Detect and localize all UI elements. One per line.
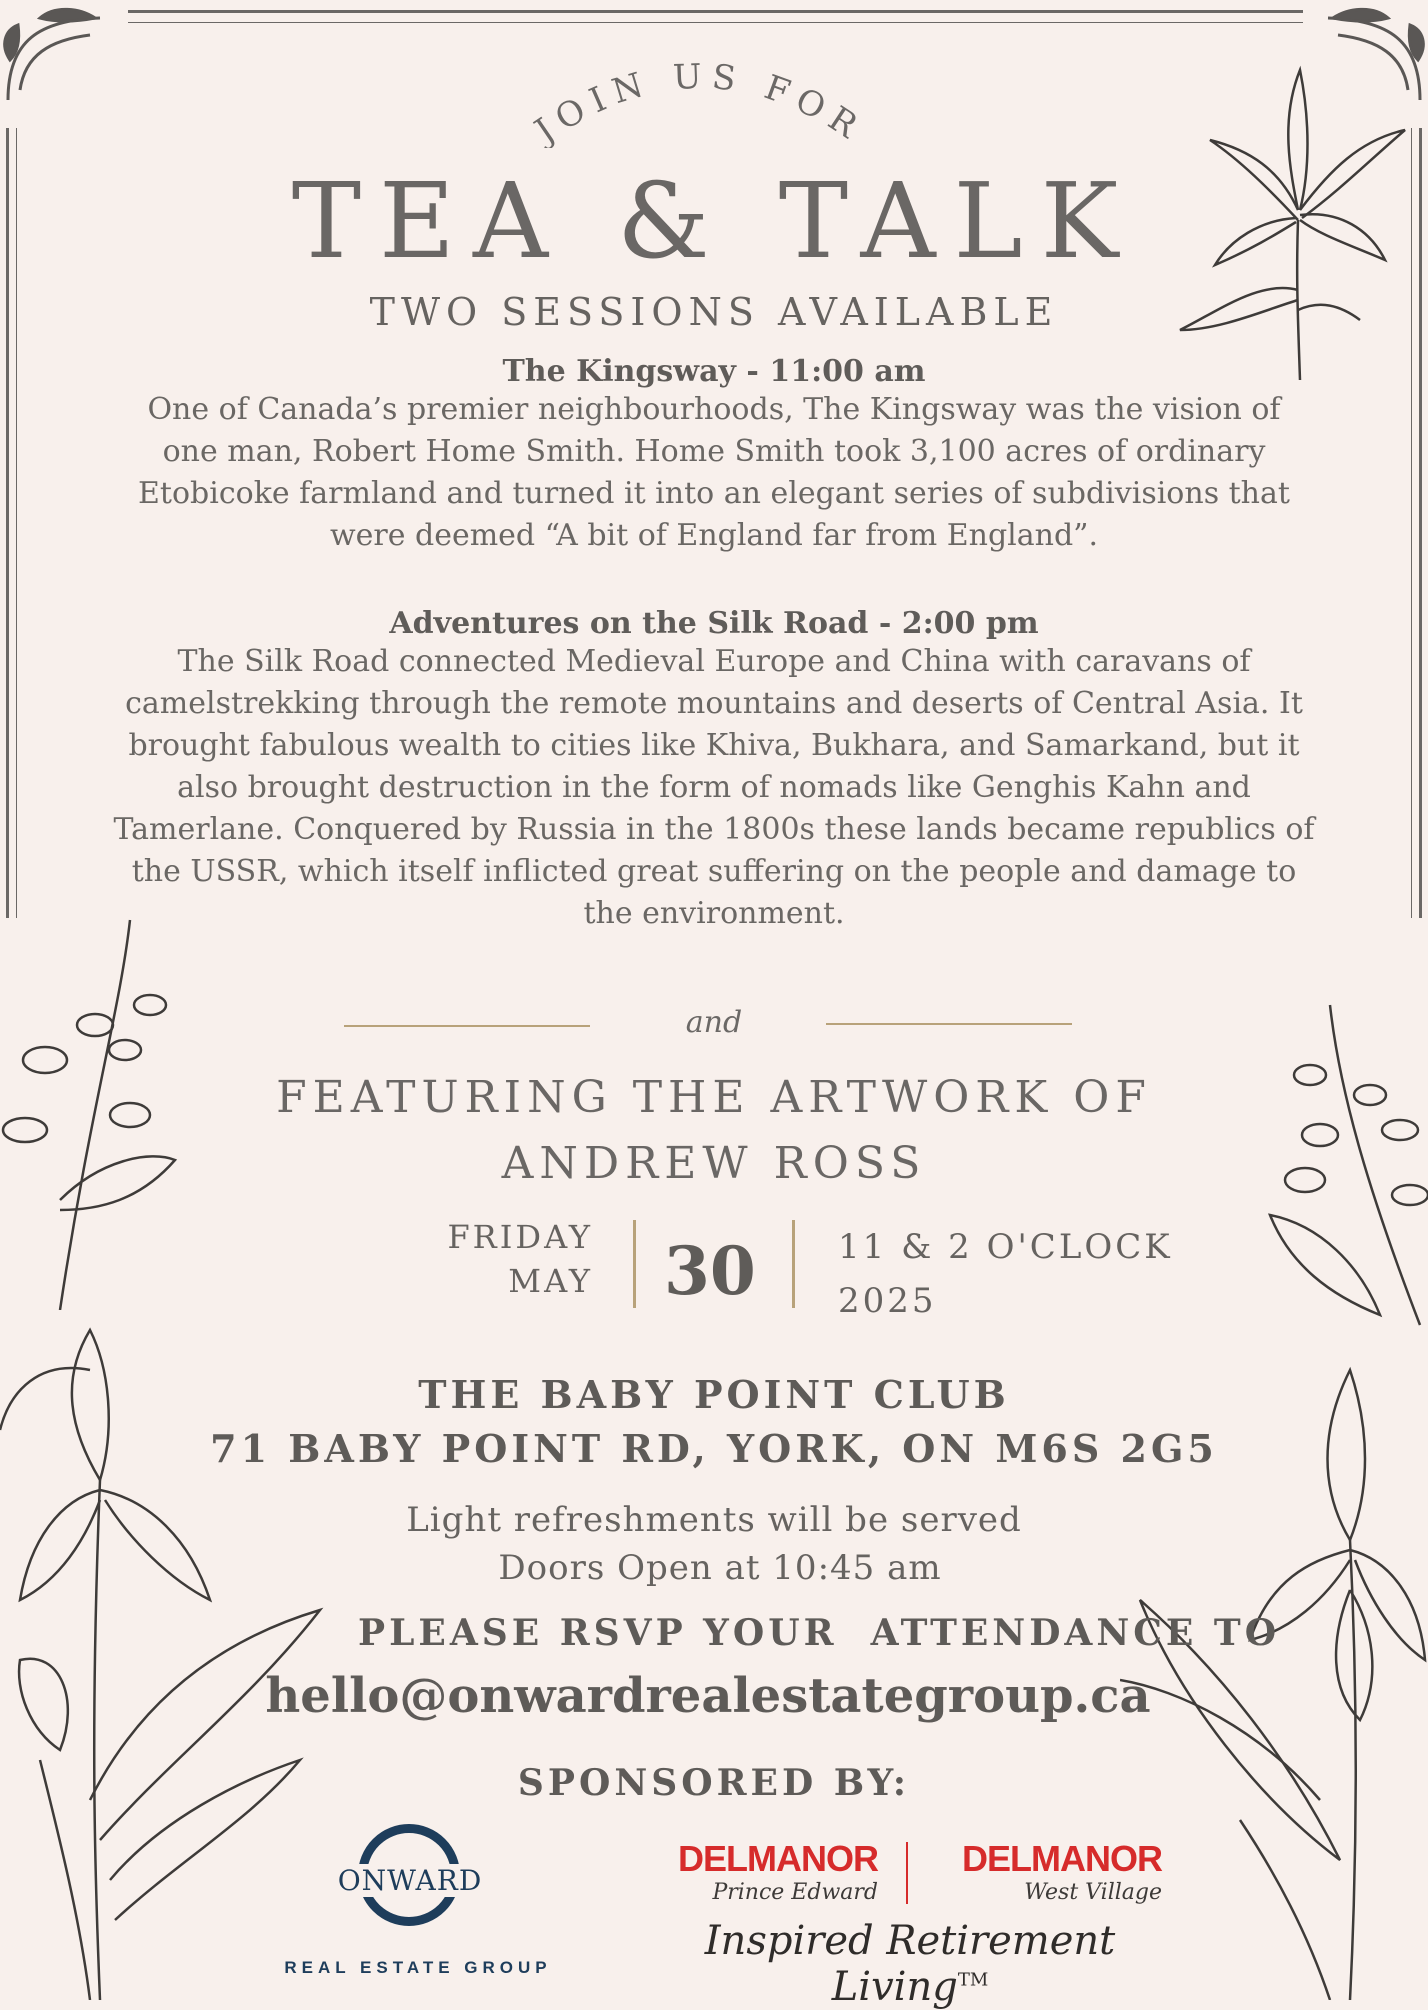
delmanor-divider bbox=[906, 1842, 908, 1904]
onward-logo-tagline: REAL ESTATE GROUP bbox=[284, 1958, 552, 1977]
event-notes bbox=[0, 1496, 1428, 1592]
rsvp-email-link[interactable]: hello@onwardrealestategroup.ca bbox=[265, 1668, 1151, 1724]
description-line: camelstrekking through the remote mountains and deserts of Central Asia. It bbox=[125, 686, 1303, 721]
rsvp-label: PLEASE RSVP YOUR ATTENDANCE TO bbox=[358, 1612, 1281, 1654]
session-description bbox=[0, 641, 1428, 935]
description-line: the USSR, which itself inflicted great suffering on the people and damage to bbox=[131, 854, 1297, 889]
session-title: The Kingsway - 11:00 am bbox=[502, 354, 926, 389]
description-line: were deemed “A bit of England far from England”. bbox=[329, 518, 1099, 553]
divider-right bbox=[826, 1023, 1072, 1025]
sponsored-by-label: SPONSORED BY: bbox=[517, 1762, 911, 1804]
date-divider-right bbox=[792, 1220, 795, 1308]
date-time-year bbox=[838, 1220, 1173, 1328]
artist-name: ANDREW ROSS bbox=[501, 1138, 927, 1189]
and-text: and bbox=[685, 1005, 743, 1040]
description-line: one man, Robert Home Smith. Home Smith took 3,100 acres of ordinary bbox=[162, 434, 1266, 469]
venue-address: 71 BABY POINT RD, YORK, ON M6S 2G5 bbox=[210, 1426, 1218, 1471]
join-us-arc-text bbox=[520, 38, 880, 148]
session-description bbox=[0, 389, 1428, 557]
svg-text:JOIN US FOR bbox=[525, 56, 871, 148]
delmanor-prince-edward-logo bbox=[648, 1838, 878, 1905]
month: MAY bbox=[508, 1262, 593, 1300]
session-silk-road bbox=[0, 606, 1428, 935]
join-us-text: JOIN US FOR bbox=[527, 56, 872, 148]
description-line: also brought destruction in the form of nomads like Genghis Kahn and bbox=[177, 770, 1251, 805]
venue bbox=[0, 1368, 1428, 1476]
date-divider-left bbox=[633, 1220, 636, 1308]
description-line: Tamerlane. Conquered by Russia in the 1800s these lands became republics of bbox=[113, 812, 1315, 847]
event-subtitle: TWO SESSIONS AVAILABLE bbox=[369, 290, 1059, 334]
frame-top-line-2 bbox=[128, 22, 1303, 23]
featuring-line: FEATURING THE ARTWORK OF bbox=[276, 1072, 1152, 1123]
doors-note: Doors Open at 10:45 am bbox=[498, 1548, 942, 1588]
delmanor-location: Prince Edward bbox=[712, 1880, 878, 1905]
delmanor-name: DELMANOR bbox=[678, 1838, 878, 1879]
delmanor-slogan bbox=[640, 1918, 1180, 2010]
frame-top-line bbox=[128, 10, 1303, 13]
event-title: TEA & TALK bbox=[291, 160, 1137, 282]
corner-ornament-left-icon bbox=[0, 0, 110, 110]
description-line: brought fabulous wealth to cities like Khiva, Bukhara, and Samarkand, but it bbox=[128, 728, 1300, 763]
featuring-artist bbox=[0, 1065, 1428, 1197]
session-title: Adventures on the Silk Road - 2:00 pm bbox=[389, 606, 1039, 641]
description-line: The Silk Road connected Medieval Europe and China with caravans of bbox=[177, 644, 1251, 679]
description-line: One of Canada’s premier neighbourhoods, The Kingsway was the vision of bbox=[147, 392, 1281, 427]
delmanor-name: DELMANOR bbox=[962, 1838, 1162, 1879]
weekday: FRIDAY bbox=[447, 1218, 593, 1256]
refreshments-note: Light refreshments will be served bbox=[406, 1500, 1022, 1540]
delmanor-location: West Village bbox=[1024, 1880, 1162, 1905]
delmanor-west-village-logo bbox=[930, 1838, 1162, 1905]
venue-name: THE BABY POINT CLUB bbox=[418, 1372, 1010, 1417]
year: 2025 bbox=[838, 1281, 937, 1321]
description-line: the environment. bbox=[583, 896, 845, 931]
session-kingsway bbox=[0, 354, 1428, 557]
onward-logo-name: ONWARD bbox=[320, 1864, 500, 1897]
description-line: Etobicoke farmland and turned it into an elegant series of subdivisions that bbox=[138, 476, 1290, 511]
date-weekday-month bbox=[447, 1215, 593, 1303]
time: 11 & 2 O'CLOCK bbox=[838, 1227, 1173, 1267]
day-number: 30 bbox=[664, 1232, 756, 1310]
trademark-mark: TM bbox=[957, 1969, 989, 1991]
slogan-text: Inspired Retirement Living bbox=[704, 1918, 1116, 2010]
